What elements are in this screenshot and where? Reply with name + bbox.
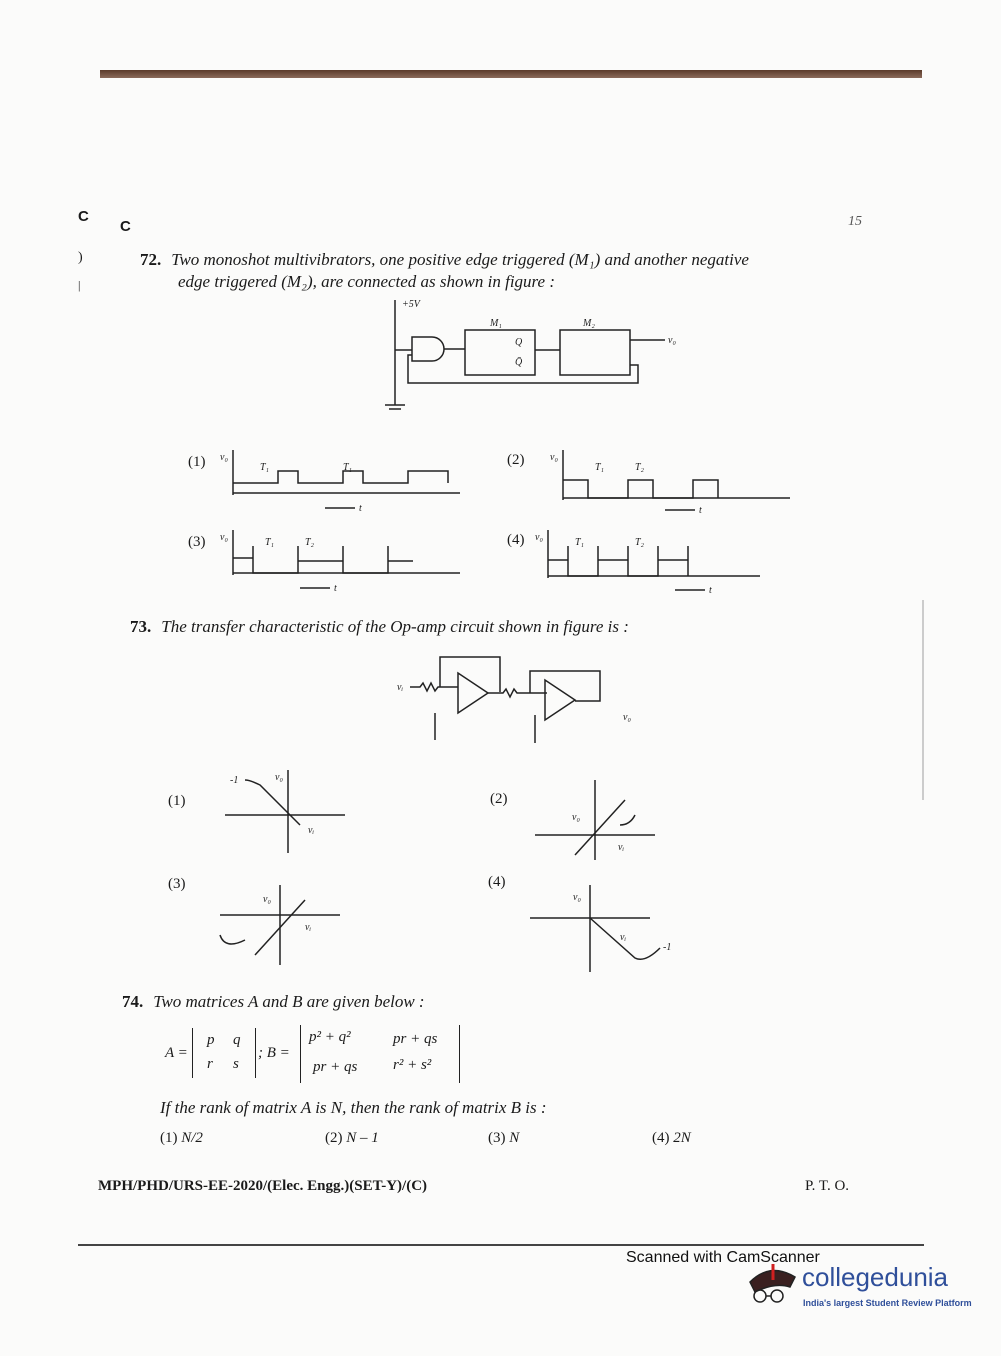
option-label: (2) [325,1130,343,1146]
svg-text:v₀: v₀ [550,452,558,463]
question-72 [140,250,749,270]
matrix-cell: q [233,1032,241,1048]
matrix-b-name: ; B = [258,1045,290,1061]
matrix-cell: p [207,1032,215,1048]
question-number: 74. [122,992,144,1011]
matrix-cell: pr + qs [393,1031,438,1047]
option-label[interactable]: (2) [507,452,525,468]
svg-text:v₀: v₀ [623,712,631,723]
pto-label: P. T. O. [805,1178,850,1194]
matrix-cell: p² + q² [309,1029,351,1045]
svg-text:t: t [699,505,702,516]
answer-option-2[interactable] [325,1130,379,1147]
option-value: 2N [673,1130,691,1146]
waveform-option-1[interactable] [220,450,465,520]
question-text: The transfer characteristic of the Op-amp circuit shown in figure is : [161,617,629,636]
svg-text:T₂: T₂ [305,537,315,548]
option-value: N – 1 [346,1130,379,1146]
svg-text:vᵢ: vᵢ [308,825,315,836]
matrix-cell: pr + qs [313,1059,358,1075]
svg-text:T₁: T₁ [343,462,353,473]
svg-text:t: t [359,503,362,514]
collegedunia-brand: collegedunia [802,1262,949,1292]
option-label: (1) [160,1130,178,1146]
svg-text:v₀: v₀ [220,452,228,463]
svg-text:v₀: v₀ [572,812,580,823]
svg-text:T₂: T₂ [635,462,645,473]
question-number: 73. [130,617,152,636]
opamp-circuit-diagram [395,645,645,745]
svg-text:T₁: T₁ [265,537,275,548]
option-value: N [509,1130,520,1146]
collegedunia-mascot-logo [745,1262,800,1312]
svg-text:-1: -1 [230,775,239,786]
svg-text:vᵢ: vᵢ [620,932,627,943]
svg-text:v₀: v₀ [263,894,271,905]
scan-bottom-edge [78,1244,924,1246]
waveform-option-4[interactable] [535,530,780,600]
svg-text:-1: -1 [663,942,672,953]
option-label[interactable]: (1) [168,793,186,809]
svg-text:vᵢ: vᵢ [397,682,404,693]
scan-top-edge [100,70,922,78]
svg-text:v₀: v₀ [668,335,676,346]
svg-text:+5V: +5V [402,299,420,310]
svg-text:Q̄: Q̄ [515,357,523,368]
svg-text:vᵢ: vᵢ [305,922,312,933]
option-label[interactable]: (1) [188,454,206,470]
collegedunia-tagline: India's largest Student Review Platform [803,1298,972,1308]
question-73 [130,617,629,637]
waveform-option-2[interactable] [550,450,795,520]
svg-text:v₀: v₀ [535,532,543,543]
option-label[interactable]: (2) [490,791,508,807]
matrix-b [300,1025,460,1083]
svg-text:Q: Q [515,337,523,348]
matrix-cell: r² + s² [393,1057,432,1073]
question-text: If the rank of matrix A is N, then the rank of matrix B is : [160,1098,547,1117]
question-text: edge triggered (M₂), are connected as shown in figure : [178,272,555,291]
set-code: C [120,218,131,235]
svg-text:t: t [709,585,712,596]
question-text: Two matrices A and B are given below : [153,992,425,1011]
question-74 [122,992,425,1012]
matrix-a [192,1028,256,1078]
matrix-cell: s [233,1056,239,1072]
camscanner-watermark: Scanned with CamScanner [626,1249,820,1266]
margin-mark: C [78,208,89,225]
answer-option-4[interactable] [652,1130,691,1147]
svg-text:t: t [334,583,337,594]
page-number: 15 [848,214,862,229]
paper-code: MPH/PHD/URS-EE-2020/(Elec. Engg.)(SET-Y)/(C) [98,1178,428,1194]
option-label: (4) [652,1130,670,1146]
svg-text:T₁: T₁ [260,462,270,473]
answer-option-3[interactable] [488,1130,519,1147]
transfer-graph-option-2[interactable] [530,775,660,865]
svg-text:v₀: v₀ [573,892,581,903]
margin-mark: | [78,278,81,292]
transfer-graph-option-1[interactable] [220,765,350,855]
question-number: 72. [140,250,162,269]
svg-text:vᵢ: vᵢ [618,842,625,853]
option-label[interactable]: (3) [168,876,186,892]
svg-text:M₂: M₂ [583,318,595,329]
option-label[interactable]: (3) [188,534,206,550]
option-label: (3) [488,1130,506,1146]
answer-option-1[interactable] [160,1130,203,1147]
scan-right-edge [922,600,924,800]
transfer-graph-option-4[interactable] [525,880,675,975]
waveform-option-3[interactable] [220,530,465,600]
svg-text:T₁: T₁ [595,462,605,473]
option-value: N/2 [181,1130,203,1146]
svg-text:M₁: M₁ [490,318,502,329]
svg-text:T₁: T₁ [575,537,585,548]
svg-text:v₀: v₀ [220,532,228,543]
question-text: Two monoshot multivibrators, one positive edge triggered (M₁) and another negative [171,250,749,269]
option-label[interactable]: (4) [488,874,506,890]
monoshot-circuit-diagram [350,295,680,415]
margin-mark: ) [78,250,83,265]
option-label[interactable]: (4) [507,532,525,548]
matrix-cell: r [207,1056,213,1072]
svg-text:v₀: v₀ [275,772,283,783]
svg-text:T₂: T₂ [635,537,645,548]
matrix-a-name: A = [165,1045,188,1061]
transfer-graph-option-3[interactable] [215,880,345,970]
